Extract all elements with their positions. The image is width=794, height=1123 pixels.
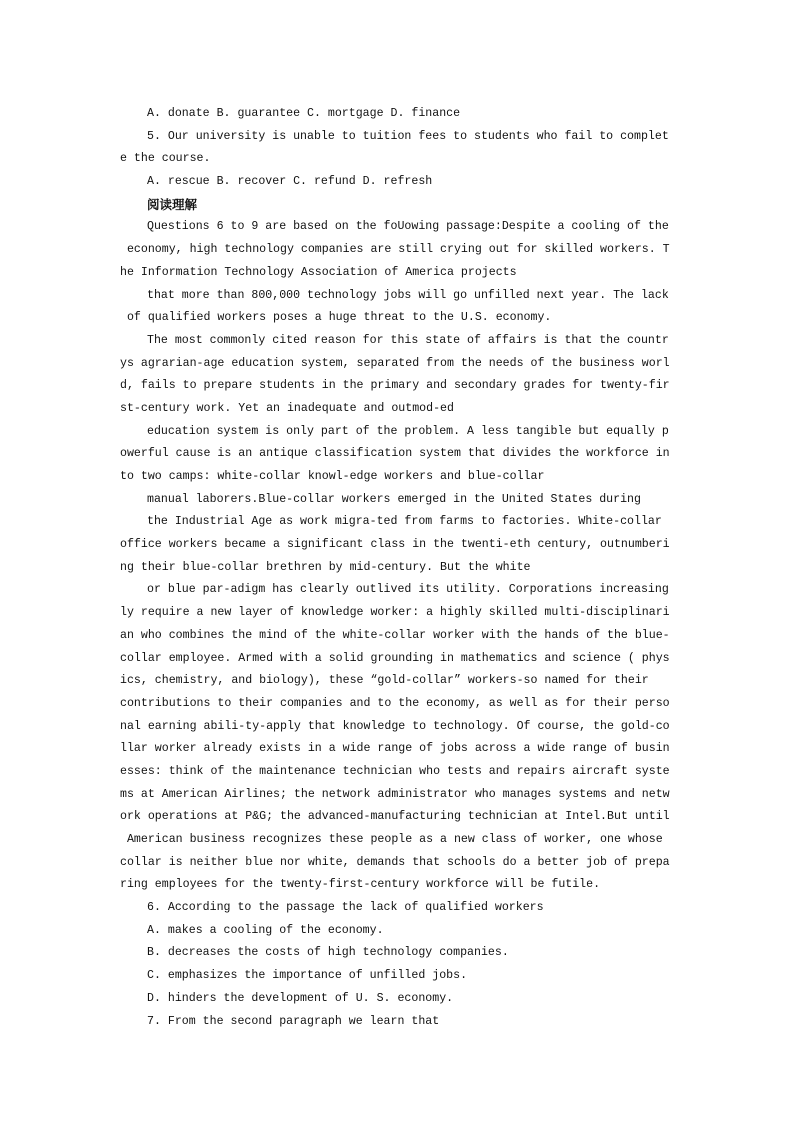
passage-line: or blue par-adigm has clearly outlived its utility. Corporations increasing: [147, 583, 669, 597]
passage-line: ork operations at P&G; the advanced-manufacturing technician at Intel.But until: [120, 810, 670, 824]
passage-line: ring employees for the twenty-first-century workforce will be futile.: [120, 878, 601, 892]
passage-line: collar employee. Armed with a solid grounding in mathematics and science ( phys: [120, 651, 670, 665]
passage-line: an who combines the mind of the white-collar worker with the hands of the blue-: [120, 628, 670, 642]
q6-option-a: A. makes a cooling of the economy.: [147, 923, 384, 937]
passage-line: American business recognizes these people as a new class of worker, one whose: [120, 833, 663, 846]
passage-line: The most commonly cited reason for this state of affairs is that the countr: [147, 333, 669, 347]
q6-option-b: B. decreases the costs of high technology companies.: [147, 946, 509, 960]
q6-option-c: C. emphasizes the importance of unfilled jobs.: [147, 969, 468, 983]
passage-line: ics, chemistry, and biology), these “gold-collar” workers-so named for their: [120, 674, 649, 688]
q5-options: A. rescue B. recover C. refund D. refresh: [147, 175, 433, 189]
passage-line: economy, high technology companies are still crying out for skilled workers. T: [120, 243, 670, 257]
passage-line: the Industrial Age as work migra-ted from farms to factories. White-collar: [147, 515, 662, 529]
passage-line: collar is neither blue nor white, demands that schools do a better job of prepa: [120, 855, 670, 869]
passage-line: manual laborers.Blue-collar workers emerged in the United States during: [147, 492, 641, 506]
q6-option-d: D. hinders the development of U. S. economy.: [147, 991, 454, 1005]
passage-line: ng their blue-collar brethren by mid-century. But the white: [120, 560, 531, 574]
q7-stem: 7. From the second paragraph we learn that: [147, 1014, 440, 1028]
passage-line: contributions to their companies and to the economy, as well as for their perso: [120, 696, 670, 710]
passage-line: to two camps: white-collar knowl-edge workers and blue-collar: [120, 470, 545, 483]
q5-stem-cont: e the course.: [120, 152, 211, 166]
passage-line: ly require a new layer of knowledge worker: a highly skilled multi-disciplinari: [120, 606, 670, 620]
passage-line: d, fails to prepare students in the primary and secondary grades for twenty-fir: [120, 379, 670, 393]
passage-line: ys agrarian-age education system, separated from the needs of the business worl: [120, 356, 670, 370]
passage-line: that more than 800,000 technology jobs will go unfilled next year. The lack: [147, 288, 669, 302]
passage-line: Questions 6 to 9 are based on the foUowing passage:Despite a cooling of the: [147, 220, 669, 234]
passage-line: llar worker already exists in a wide range of jobs across a wide range of busin: [120, 742, 670, 756]
passage-line: esses: think of the maintenance technician who tests and repairs aircraft syste: [120, 764, 670, 778]
section-heading-reading: 阅读理解: [147, 196, 198, 212]
passage-line: office workers became a significant class in the twenti-eth century, outnumberi: [120, 538, 670, 552]
document-page: [120, 103, 676, 1033]
passage-line: nal earning abili-ty-apply that knowledge to technology. Of course, the gold-co: [120, 719, 670, 733]
passage-line: st-century work. Yet an inadequate and outmod-ed: [120, 401, 454, 415]
q4-options: A. donate B. guarantee C. mortgage D. finance: [147, 107, 461, 120]
q6-stem: 6. According to the passage the lack of qualified workers: [147, 901, 544, 915]
passage-line: owerful cause is an antique classification system that divides the workforce in: [120, 447, 670, 461]
passage-line: he Information Technology Association of America projects: [120, 265, 517, 279]
passage-line: ms at American Airlines; the network administrator who manages systems and netw: [120, 787, 670, 801]
q5-stem: 5. Our university is unable to tuition fees to students who fail to complet: [147, 129, 669, 143]
passage-line: of qualified workers poses a huge threat to the U.S. economy.: [120, 311, 552, 325]
passage-line: education system is only part of the problem. A less tangible but equally p: [147, 424, 669, 438]
